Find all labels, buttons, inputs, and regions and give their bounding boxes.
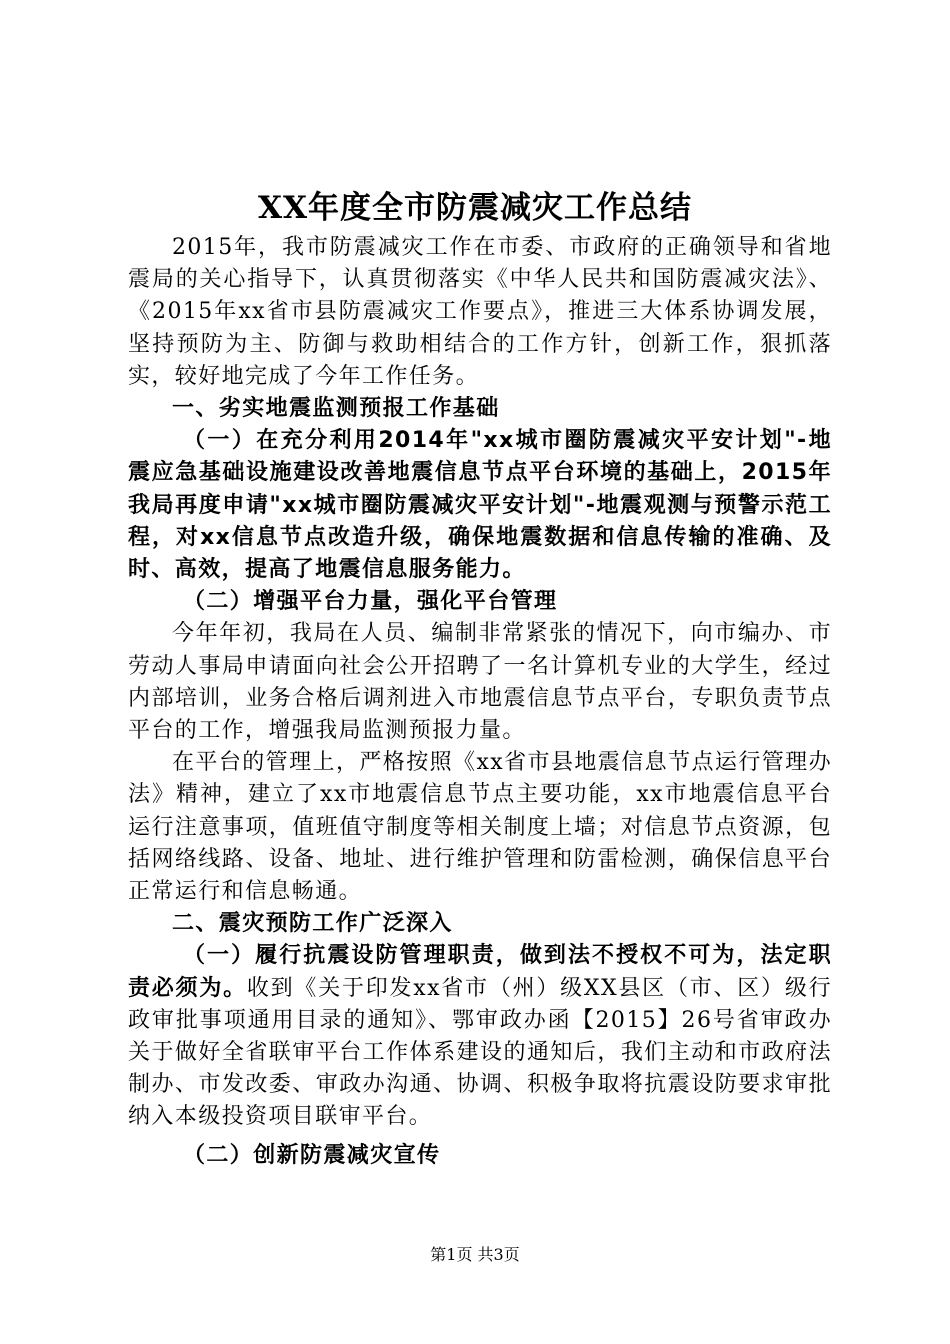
- section-1-item-2-heading: （二）增强平台力量，强化平台管理: [183, 589, 558, 615]
- section-1-item-2-paragraph-2: 在平台的管理上，严格按照《xx省市县地震信息节点运行管理办法》精神，建立了xx市地震信息节点主要功能，xx市地震信息平台运行注意事项，值班值守制度等相关制度上墙；对信息节点资源，包括网络线路、设备、地址、进行维护管理和防雷检测，确保信息平台正常运行和信息畅通。: [128, 750, 832, 905]
- section-2-heading: 二、震灾预防工作广泛深入: [172, 911, 453, 937]
- document-body: [128, 232, 832, 1172]
- page-footer: 第1页 共3页: [430, 1245, 520, 1264]
- section-1-item-1-paragraph: （一）在充分利用2014年"xx城市圈防震减灾平安计划"-地震应急基础设施建设改善地震信息节点平台环境的基础上，2015年我局再度申请"xx城市圈防震减灾平安计划"-地震观测与预警示范工程，对xx信息节点改造升级，确保地震数据和信息传输的准确、及时、高效，提高了地震信息服务能力。: [128, 428, 832, 583]
- section-1-heading: 一、劣实地震监测预报工作基础: [172, 396, 500, 422]
- section-2-item-1-paragraph: [128, 940, 832, 1133]
- section-2-item-1-text: 收到《关于印发xx省市（州）级XX县区（市、区）级行政审批事项通用目录的通知》、鄂审政办函【2015】26号省审政办关于做好全省联审平台工作体系建设的通知后，我们主动和市政府法制办、市发改委、审政办沟通、协调、积极争取将抗震设防要求审批纳入本级投资项目联审平台。: [128, 975, 832, 1130]
- intro-paragraph: 2015年，我市防震减灾工作在市委、市政府的正确领导和省地震局的关心指导下，认真贯彻落实《中华人民共和国防震减灾法》、《2015年xx省市县防震减灾工作要点》，推进三大体系协调发展，坚持预防为主、防御与救助相结合的工作方针，创新工作，狠抓落实，较好地完成了今年工作任务。: [128, 235, 832, 389]
- section-1-item-2-paragraph-1: 今年年初，我局在人员、编制非常紧张的情况下，向市编办、市劳动人事局申请面向社会公开招聘了一名计算机专业的大学生，经过内部培训，业务合格后调剂进入市地震信息节点平台，专职负责节点平台的工作，增强我局监测预报力量。: [128, 621, 832, 744]
- document-title: XX年度全市防震减灾工作总结: [257, 190, 693, 226]
- section-2-item-2-heading: （二）创新防震减灾宣传: [183, 1142, 441, 1168]
- section-2-item-1-lead: （一）履行抗震设防管理职责，做到法不授权不可为，法定职责必须为。: [128, 943, 832, 1001]
